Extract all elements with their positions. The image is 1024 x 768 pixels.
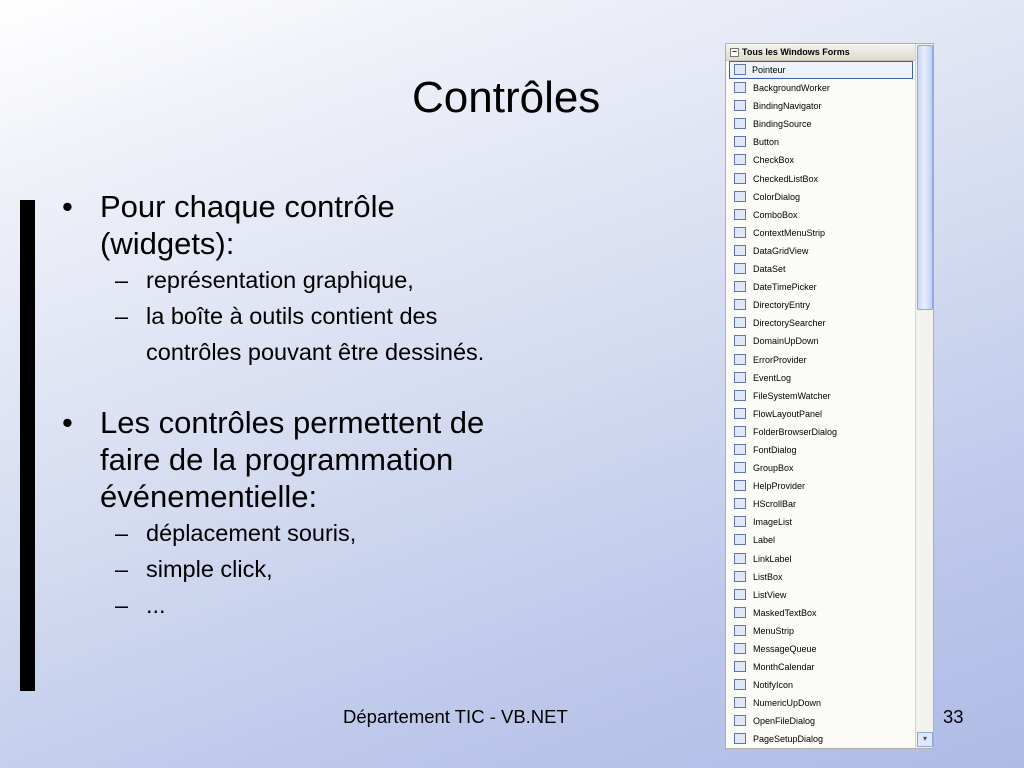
sub-bullet-item xyxy=(58,515,498,551)
errorprovider-icon xyxy=(734,354,746,365)
toolbox-item-label: DataSet xyxy=(753,264,786,275)
listview-icon xyxy=(734,589,746,600)
page-number: 33 xyxy=(943,706,964,727)
sub-bullet-item xyxy=(58,551,498,587)
toolbox-item[interactable] xyxy=(726,495,915,513)
toolbox-item-label: ComboBox xyxy=(753,209,798,220)
bullet-list xyxy=(58,188,498,623)
toolbox-item-label: BackgroundWorker xyxy=(753,83,830,94)
toolbox-item-label: DateTimePicker xyxy=(753,282,817,293)
pointer-icon xyxy=(734,64,746,75)
hscrollbar-icon xyxy=(734,498,746,509)
toolbox-item-label: DataGridView xyxy=(753,245,809,256)
bindingsource-icon xyxy=(734,118,746,129)
toolbox-item[interactable] xyxy=(726,314,915,332)
dash-marker: – xyxy=(115,303,129,329)
sub-bullet-text: déplacement souris, xyxy=(146,520,357,546)
toolbox-item[interactable] xyxy=(726,79,915,97)
toolbox-item-label: ImageList xyxy=(753,517,793,528)
toolbox-item-label: DirectorySearcher xyxy=(753,318,826,329)
toolbox-item-label: PageSetupDialog xyxy=(753,734,824,745)
toolbox-item-label: Button xyxy=(753,137,780,148)
toolbox-item-label: EventLog xyxy=(753,372,792,383)
toolbox-item[interactable] xyxy=(726,622,915,640)
toolbox-item-label: NumericUpDown xyxy=(753,698,822,709)
sub-bullet-text: la boîte à outils contient des contrôles pouvant être dessinés. xyxy=(146,303,485,365)
eventlog-icon xyxy=(734,372,746,383)
toolbox-item[interactable] xyxy=(726,405,915,423)
colordialog-icon xyxy=(734,191,746,202)
toolbox-item[interactable] xyxy=(726,513,915,531)
bindingnavigator-icon xyxy=(734,100,746,111)
toolbox-item[interactable] xyxy=(726,296,915,314)
toolbox-item-label: GroupBox xyxy=(753,463,794,474)
toolbox-item[interactable] xyxy=(726,242,915,260)
messagequeue-icon xyxy=(734,643,746,654)
toolbox-item[interactable] xyxy=(726,115,915,133)
sub-bullet-text: ... xyxy=(146,592,166,618)
dash-marker: – xyxy=(115,556,129,582)
slide-title: Contrôles xyxy=(412,73,601,122)
toolbox-item-label: DirectoryEntry xyxy=(753,300,811,311)
directorysearcher-icon xyxy=(734,317,746,328)
toolbox-item[interactable] xyxy=(726,604,915,622)
toolbox-item-label: LinkLabel xyxy=(753,553,792,564)
sub-bullet-item xyxy=(58,262,498,298)
contextmenustrip-icon xyxy=(734,227,746,238)
toolbox-item[interactable] xyxy=(726,640,915,658)
toolbox-item[interactable] xyxy=(726,151,915,169)
toolbox-item[interactable] xyxy=(726,423,915,441)
label-icon xyxy=(734,534,746,545)
flowlayoutpanel-icon xyxy=(734,408,746,419)
toolbox-item-label: BindingNavigator xyxy=(753,101,822,112)
left-accent-bar xyxy=(20,200,35,691)
bullet-item xyxy=(58,188,498,262)
toolbox-item[interactable] xyxy=(726,477,915,495)
checkbox-icon xyxy=(734,154,746,165)
toolbox-item-label: ColorDialog xyxy=(753,191,801,202)
toolbox-item[interactable] xyxy=(726,568,915,586)
toolbox-item[interactable] xyxy=(726,694,915,712)
toolbox-item[interactable] xyxy=(726,531,915,549)
bullet-marker: • xyxy=(62,405,73,440)
toolbox-item[interactable] xyxy=(726,712,915,730)
linklabel-icon xyxy=(734,553,746,564)
imagelist-icon xyxy=(734,516,746,527)
toolbox-item-label: FolderBrowserDialog xyxy=(753,426,838,437)
toolbox-item-label: ListView xyxy=(753,589,787,600)
listbox-icon xyxy=(734,571,746,582)
toolbox-item-label: MaskedTextBox xyxy=(753,607,817,618)
button-icon xyxy=(734,136,746,147)
toolbox-item[interactable] xyxy=(726,97,915,115)
slide-footer: Département TIC - VB.NET xyxy=(343,706,568,727)
toolbox-item-label: FlowLayoutPanel xyxy=(753,408,823,419)
toolbox-item-label: HScrollBar xyxy=(753,499,797,510)
folderbrowserdialog-icon xyxy=(734,426,746,437)
toolbox-item-label: MenuStrip xyxy=(753,625,795,636)
datagridview-icon xyxy=(734,245,746,256)
dash-marker: – xyxy=(115,267,129,293)
toolbox-item[interactable] xyxy=(726,278,915,296)
bullet-text: Pour chaque contrôle (widgets): xyxy=(100,189,395,261)
toolbox-item[interactable] xyxy=(726,441,915,459)
toolbox-group-header[interactable] xyxy=(726,45,915,61)
vertical-scrollbar[interactable] xyxy=(915,44,933,748)
toolbox-item-label: FontDialog xyxy=(753,444,797,455)
toolbox-item[interactable] xyxy=(726,369,915,387)
groupbox-icon xyxy=(734,462,746,473)
toolbox-item[interactable] xyxy=(726,170,915,188)
toolbox-item[interactable] xyxy=(726,224,915,242)
toolbox-group-title: Tous les Windows Forms xyxy=(742,47,850,57)
dash-marker: – xyxy=(115,592,129,618)
collapse-icon[interactable]: − xyxy=(730,48,739,57)
bullet-item xyxy=(58,404,498,515)
pagesetupdialog-icon xyxy=(734,733,746,744)
sub-bullet-item xyxy=(58,587,498,623)
toolbox-item[interactable] xyxy=(726,586,915,604)
notifyicon-icon xyxy=(734,679,746,690)
scrollbar-thumb[interactable] xyxy=(917,45,933,310)
bullet-marker: • xyxy=(62,189,73,224)
checkedlistbox-icon xyxy=(734,173,746,184)
helpprovider-icon xyxy=(734,480,746,491)
toolbox-item[interactable] xyxy=(726,459,915,477)
sub-bullet-item xyxy=(58,298,498,370)
combobox-icon xyxy=(734,209,746,220)
bullet-text: Les contrôles permettent de faire de la programmation événementielle: xyxy=(100,405,485,514)
toolbox-item[interactable] xyxy=(726,332,915,350)
toolbox-item-label: FileSystemWatcher xyxy=(753,390,831,401)
toolbox-item-label: ListBox xyxy=(753,571,783,582)
maskedtextbox-icon xyxy=(734,607,746,618)
menustrip-icon xyxy=(734,625,746,636)
scroll-down-icon[interactable]: ▾ xyxy=(917,732,933,747)
toolbox-item[interactable] xyxy=(726,260,915,278)
toolbox-item-label: MessageQueue xyxy=(753,644,817,654)
fontdialog-icon xyxy=(734,444,746,455)
backgroundworker-icon xyxy=(734,82,746,93)
toolbox-item-label: DomainUpDown xyxy=(753,336,819,347)
monthcalendar-icon xyxy=(734,661,746,672)
datetimepicker-icon xyxy=(734,281,746,292)
dash-marker: – xyxy=(115,520,129,546)
toolbox-item-label: MonthCalendar xyxy=(753,662,815,673)
toolbox-item-list xyxy=(726,61,915,749)
openfiledialog-icon xyxy=(734,715,746,726)
toolbox-item-label: Pointeur xyxy=(752,65,786,75)
toolbox-item[interactable] xyxy=(726,387,915,405)
toolbox-item[interactable] xyxy=(726,351,915,369)
toolbox-item[interactable] xyxy=(726,188,915,206)
toolbox-item-label: BindingSource xyxy=(753,119,812,130)
dataset-icon xyxy=(734,263,746,274)
domainupdown-icon xyxy=(734,335,746,346)
toolbox-item[interactable] xyxy=(729,61,913,79)
toolbox-item-label: ContextMenuStrip xyxy=(753,227,826,238)
toolbox-item[interactable] xyxy=(726,206,915,224)
toolbox-item[interactable] xyxy=(726,550,915,568)
toolbox-item-label: HelpProvider xyxy=(753,481,806,492)
bullet-gap xyxy=(58,370,498,404)
numericupdown-icon xyxy=(734,697,746,708)
toolbox-item[interactable] xyxy=(726,676,915,694)
toolbox-item[interactable] xyxy=(726,730,915,748)
filesystemwatcher-icon xyxy=(734,390,746,401)
toolbox-item-label: Label xyxy=(753,535,776,546)
toolbox-panel xyxy=(725,43,934,749)
toolbox-item-label: ErrorProvider xyxy=(753,354,807,365)
toolbox-item-label: NotifyIcon xyxy=(753,680,794,691)
toolbox-item[interactable] xyxy=(726,658,915,676)
toolbox-item-label: OpenFileDialog xyxy=(753,716,816,727)
sub-bullet-text: simple click, xyxy=(146,556,273,582)
sub-bullet-text: représentation graphique, xyxy=(146,267,414,293)
toolbox-item-label: CheckedListBox xyxy=(753,173,819,184)
directoryentry-icon xyxy=(734,299,746,310)
toolbox-item[interactable] xyxy=(726,133,915,151)
toolbox-item-label: CheckBox xyxy=(753,155,795,166)
